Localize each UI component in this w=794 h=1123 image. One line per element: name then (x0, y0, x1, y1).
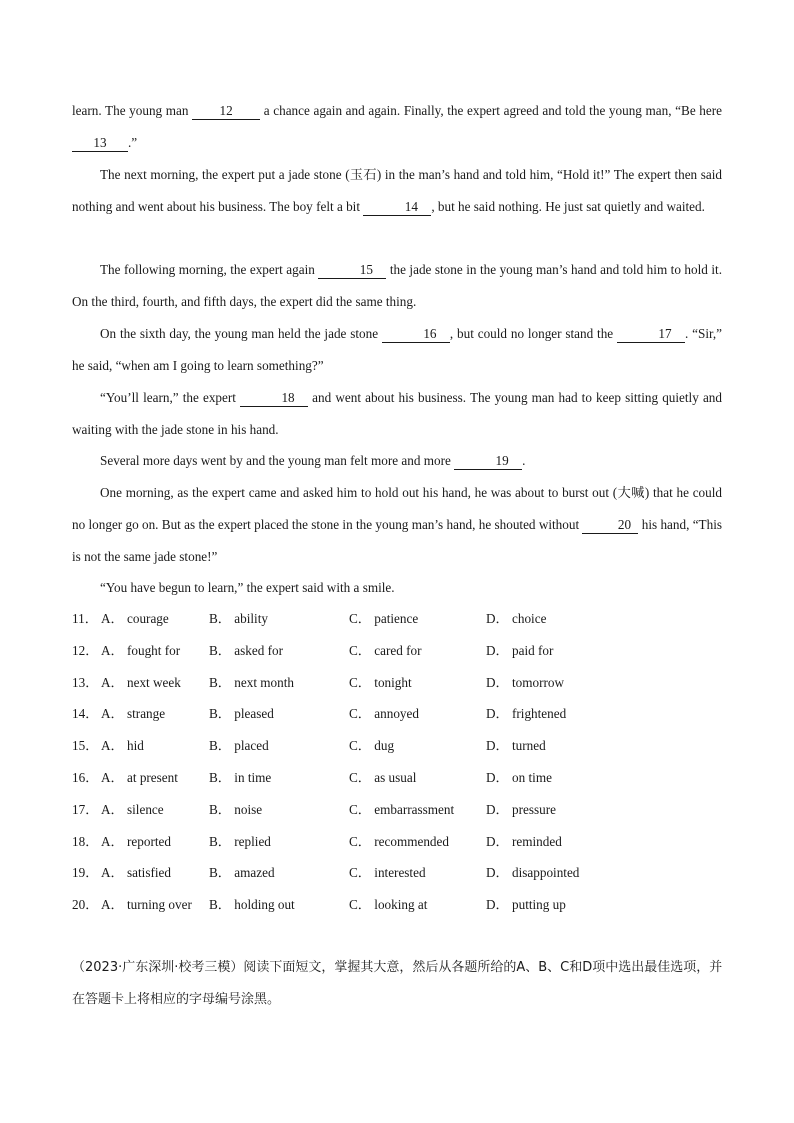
option-b[interactable]: B． placed (209, 738, 269, 754)
option-c[interactable]: C． recommended (349, 833, 449, 849)
question-number: 11． (72, 611, 98, 626)
option-d[interactable]: D． disappointed (486, 865, 580, 881)
option-c[interactable]: C． looking at (349, 897, 428, 913)
blank-14: 14 (363, 200, 431, 216)
option-d[interactable]: D． on time (486, 769, 552, 785)
option-b[interactable]: B． holding out (209, 897, 295, 913)
option-a[interactable]: A． silence (101, 801, 164, 817)
question-number: 20． (72, 897, 99, 913)
option-c[interactable]: C． tonight (349, 674, 412, 690)
option-c[interactable]: C． patience (349, 611, 419, 626)
section-instruction: （2023·广东深圳·校考三模）阅读下面短文，掌握其大意，然后从各题所给的A、B、C和D项中选出最佳选项，并在答题卡上将相应的字母编号涂黑。 (72, 960, 723, 1007)
passage-paragraph-3: The following morning, the expert again 15 the jade stone in the young man’s hand and told him to hold it. On the third, fourth, and fifth days, the expert did the same thing. (72, 262, 722, 309)
option-d[interactable]: D． pressure (486, 801, 556, 817)
question-options-list (72, 603, 722, 921)
option-b[interactable]: B． replied (209, 833, 271, 849)
question-number: 19． (72, 865, 99, 881)
blank-17: 17 (617, 327, 685, 343)
question-row-16 (72, 762, 722, 794)
passage-paragraph-4: On the sixth day, the young man held the jade stone 16 , but could no longer stand the 17 . “Sir,” he said, “when am I going to learn something?” (72, 326, 722, 373)
blank-20: 20 (582, 518, 638, 534)
question-row-11 (72, 603, 722, 635)
question-number: 13． (72, 674, 99, 690)
question-row-18 (72, 826, 722, 858)
option-c[interactable]: C． annoyed (349, 706, 419, 722)
question-number: 16． (72, 769, 99, 785)
option-a[interactable]: A． reported (101, 833, 171, 849)
option-c[interactable]: C． dug (349, 738, 395, 754)
question-row-17 (72, 794, 722, 826)
option-a[interactable]: A． fought for (101, 642, 181, 658)
option-b[interactable]: B． asked for (209, 642, 283, 658)
blank-13: 13 (72, 136, 128, 152)
option-d[interactable]: D． paid for (486, 642, 554, 658)
option-d[interactable]: D． tomorrow (486, 674, 565, 690)
option-b[interactable]: B． in time (209, 769, 272, 785)
option-b[interactable]: B． next month (209, 674, 294, 690)
passage-paragraph-5: “You’ll learn,” the expert 18 and went about his business. The young man had to keep sitting quietly and waiting with the jade stone in his hand. (72, 390, 722, 437)
option-a[interactable]: A． next week (101, 674, 181, 690)
option-a[interactable]: A． turning over (101, 897, 192, 913)
question-row-19 (72, 857, 722, 889)
option-a[interactable]: A． hid (101, 738, 144, 754)
question-number: 17． (72, 801, 99, 817)
passage-paragraph-8: “You have begun to learn,” the expert said with a smile. (100, 580, 395, 595)
option-d[interactable]: D． putting up (486, 897, 566, 913)
option-b[interactable]: B． amazed (209, 865, 275, 881)
option-a[interactable]: A． satisfied (101, 865, 171, 881)
question-number: 12． (72, 642, 99, 658)
blank-18: 18 (240, 391, 308, 407)
question-row-20 (72, 889, 722, 921)
question-row-13 (72, 667, 722, 699)
passage-paragraph-7: One morning, as the expert came and asked him to hold out his hand, he was about to burst out (大喊) that he could no longer go on. But as the expert placed the stone in the young man’s hand, he shouted without 20 his hand, “This is not the same jade stone!” (72, 485, 723, 564)
option-d[interactable]: D． turned (486, 738, 546, 754)
option-c[interactable]: C． interested (349, 865, 426, 881)
question-number: 18． (72, 833, 99, 849)
passage-paragraph-2: The next morning, the expert put a jade stone (玉石) in the man’s hand and told him, “Hold it!” The expert then said nothing and went about his business. The boy felt a bit 14 , but he said nothing. He just sat quietly and waited. (72, 167, 722, 214)
option-d[interactable]: D． frightened (486, 706, 567, 722)
question-row-15 (72, 730, 722, 762)
option-a[interactable]: A． at present (101, 769, 178, 785)
option-c[interactable]: C． embarrassment (349, 801, 455, 817)
option-c[interactable]: C． cared for (349, 642, 422, 658)
option-a[interactable]: A． courage (101, 611, 169, 626)
blank-16: 16 (382, 327, 450, 343)
question-row-12 (72, 635, 722, 667)
blank-15: 15 (318, 263, 386, 279)
option-b[interactable]: B． noise (209, 801, 263, 817)
option-c[interactable]: C． as usual (349, 769, 417, 785)
passage-paragraph-6: Several more days went by and the young man felt more and more 19 . (100, 453, 526, 468)
passage-paragraph-1: learn. The young man 12 a chance again and again. Finally, the expert agreed and told the young man, “Be here 13 .” (72, 103, 722, 150)
option-b[interactable]: B． pleased (209, 706, 274, 722)
question-number: 15． (72, 738, 99, 754)
option-d[interactable]: D． reminded (486, 833, 562, 849)
blank-19: 19 (454, 454, 522, 470)
option-d[interactable]: D． choice (486, 611, 547, 626)
option-a[interactable]: A． strange (101, 706, 166, 722)
question-number: 14． (72, 706, 99, 722)
question-row-14 (72, 698, 722, 730)
option-b[interactable]: B． ability (209, 611, 268, 626)
blank-12: 12 (192, 104, 260, 120)
